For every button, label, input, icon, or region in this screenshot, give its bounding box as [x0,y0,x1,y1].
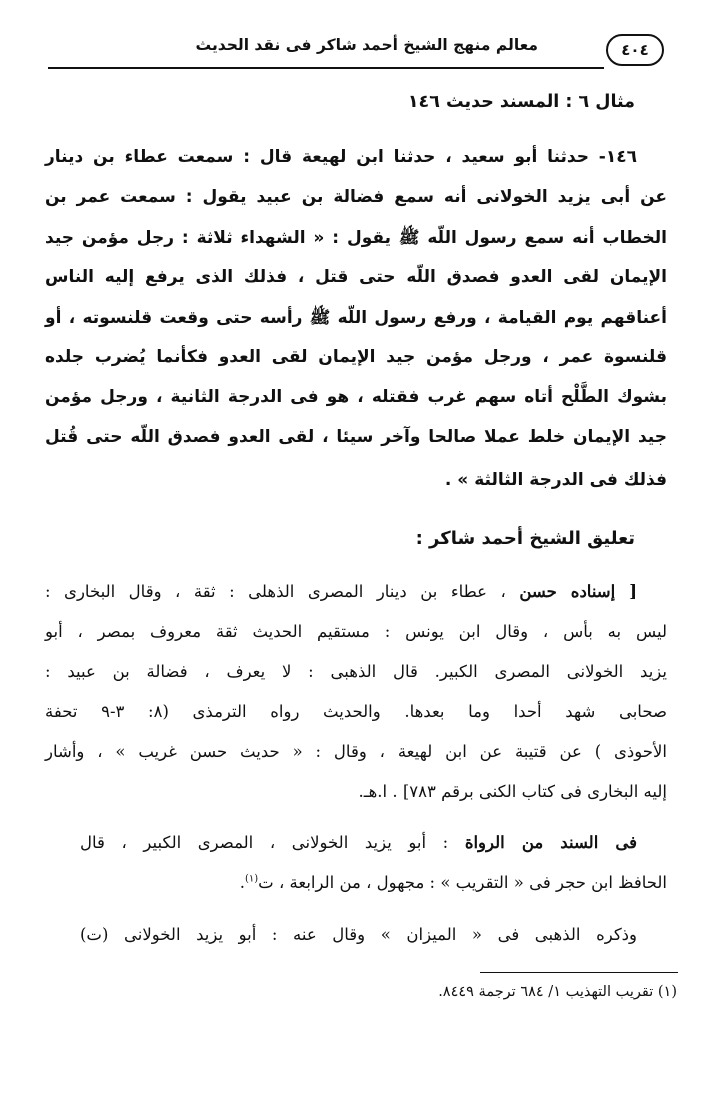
commentary-line: الأحوذى ) عن قتيبة عن ابن لهيعة ، وقال : « حديث حسن غريب » ، وأشار [45,742,667,761]
narrators-line [240,873,667,892]
commentary-line: إليه البخارى فى كتاب الكنى برقم ٧٨٣] . ا.هـ. [358,782,667,801]
commentary-line: يزيد الخولانى المصرى الكبير. قال الذهبى : لا يعرف ، فضالة بن عبيد : [45,662,667,681]
footnote-rule [480,972,678,973]
hadith-line: الإيمان لقى العدو فصدق اللّه حتى قتل ، فذلك الذى يرفع إليه الناس [45,267,667,287]
isnad-verdict: [ إسناده حسن [519,582,637,601]
hadith-line: الخطاب أنه سمع رسول اللّه ﷺ يقول : « الشهداء ثلاثة : رجل مؤمن جيد [45,228,667,248]
page-number: ٤٠٤ [621,41,649,59]
hadith-line: جيد الإيمان خلط عملا صالحا وآخر سيئا ، لقى العدو فصدق اللّه حتى قُتل [45,427,667,447]
header-rule [48,67,604,69]
narrators-text: : أبو يزيد الخولانى ، المصرى الكبير ، قال [80,833,465,852]
hadith-line: عن أبى يزيد الخولانى أنه سمع فضالة بن عبيد يقول : سمعت عمر بن [45,187,667,207]
commentary-line [45,582,637,601]
example-heading: مثال ٦ : المسند حديث ١٤٦ [407,92,635,112]
narrators-label: فى السند من الرواة [464,833,637,852]
footnote-marker: (١) [244,873,259,885]
page-number-frame [606,34,664,66]
footnote: (١) تقريب التهذيب ١/ ٦٨٤ ترجمة ٨٤٤٩. [438,984,677,1000]
book-title: معالم منهج الشيخ أحمد شاكر فى نقد الحديث [195,36,538,54]
hadith-line: أعناقهم يوم القيامة ، ورفع رسول اللّه ﷺ رأسه حتى وقعت قلنسوته ، أو [45,308,667,328]
closing-line: وذكره الذهبى فى « الميزان » وقال عنه : أبو يزيد الخولانى (ت) [80,925,637,944]
hadith-line: بشوك الطَّلْح أتاه سهم غرب فقتله ، هو فى الدرجة الثانية ، ورجل مؤمن [45,387,667,407]
hadith-line: ١٤٦- حدثنا أبو سعيد ، حدثنا ابن لهيعة قال : سمعت عطاء بن دينار [45,147,637,167]
hadith-line: فذلك فى الدرجة الثالثة » . [444,470,667,490]
commentary-line: ليس به بأس ، وقال ابن يونس : مستقيم الحديث ثقة معروف بمصر ، أبو [45,622,667,641]
commentary-text: ، عطاء بن دينار المصرى الذهلى : ثقة ، وقال البخارى : [45,582,520,601]
hadith-line: قلنسوة عمر ، ورجل مؤمن جيد الإيمان لقى العدو فكأنما يُضرب جلده [45,347,667,367]
running-header [48,28,666,72]
commentary-line: صحابى شهد أحدا وما بعدها. والحديث رواه الترمذى (٨: ٣-٩ تحفة [45,702,667,721]
narrators-text-end: . [239,873,245,892]
narrators-line [80,833,637,852]
commentary-heading: تعليق الشيخ أحمد شاكر : [415,528,635,549]
narrators-text: الحافظ ابن حجر فى « التقريب » : مجهول ، من الرابعة ، ت [258,873,667,892]
